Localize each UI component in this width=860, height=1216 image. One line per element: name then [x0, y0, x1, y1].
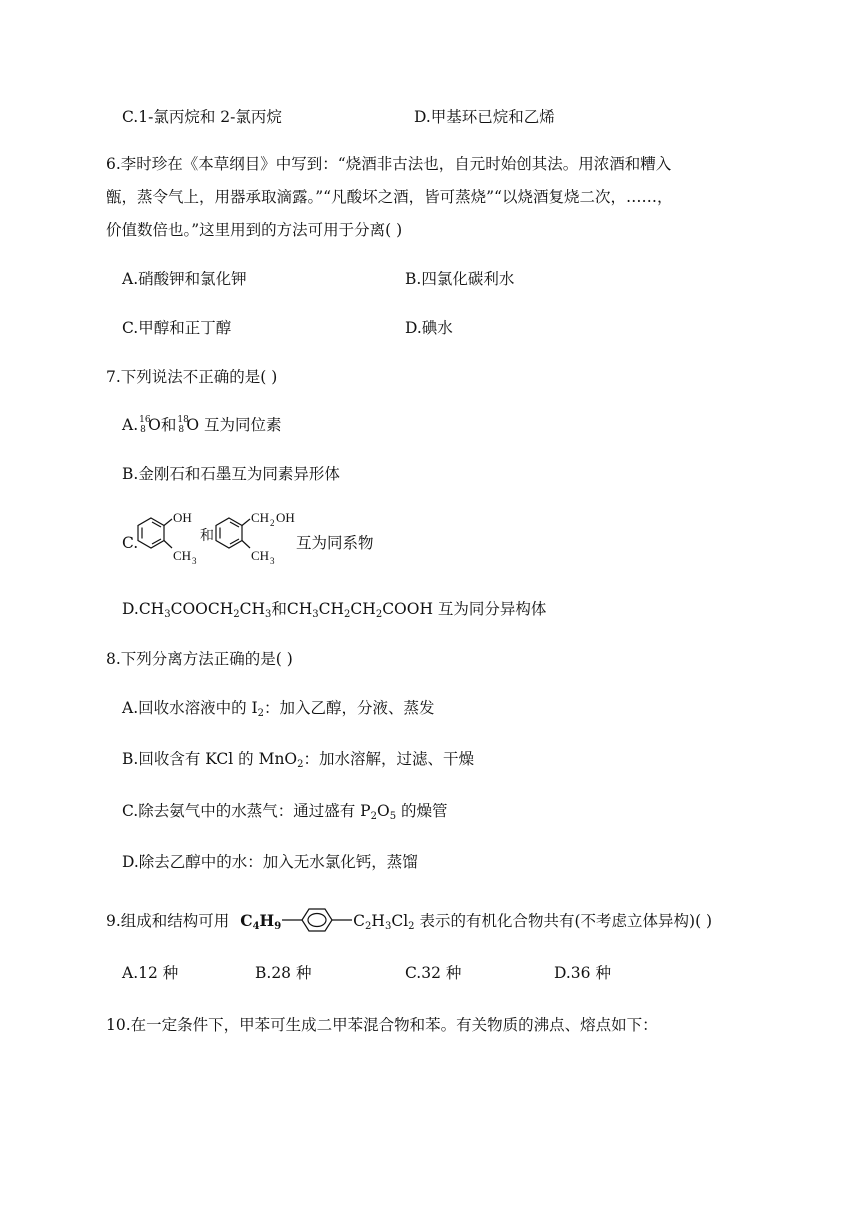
subscript: 9	[274, 921, 282, 932]
q9-option-a: A.12 种	[122, 964, 179, 982]
subscript: 4	[252, 921, 260, 932]
subscript: 2	[370, 811, 377, 822]
q6-option-c: C.甲醇和正丁醇	[122, 319, 232, 337]
atom: Cl	[391, 912, 409, 930]
subscript: 3	[312, 609, 319, 620]
left-substituent	[240, 911, 281, 930]
atomic-number: 8	[178, 425, 185, 435]
option-text: ：加水溶解，过滤、干燥	[303, 750, 475, 768]
formula-group: CH	[286, 600, 313, 618]
option-text: B.回收含有 KCl 的 MnO	[122, 750, 298, 768]
conjunction: 和	[160, 416, 177, 434]
q6-stem-line-1: 6.李时珍在《本草纲目》中写到：“烧酒非古法也，自元时始创其法。用浓酒和糟入	[106, 155, 672, 173]
formula-acid	[287, 600, 433, 618]
formula-group: COOCH	[170, 600, 234, 618]
q6-stem-line-2: 甑，蒸令气上，用器承取滴露。”“凡酸坏之酒，皆可蒸烧”“以烧酒复烧二次，……，	[106, 188, 673, 206]
stem-text: 9.组成和结构可用	[106, 912, 230, 930]
option-text: ：加入乙醇，分液、蒸发	[264, 699, 435, 717]
q10-stem: 10.在一定条件下，甲苯可生成二甲苯混合物和苯。有关物质的沸点、熔点如下：	[106, 1016, 658, 1034]
q7-option-c-text: 互为同系物	[296, 534, 374, 552]
formula-group: COOH	[382, 600, 433, 618]
atom: H	[371, 912, 385, 930]
methyl-label: CH	[173, 548, 192, 563]
subscript: 3	[164, 609, 171, 620]
subscript: 3	[384, 921, 392, 932]
q8-option-c	[122, 800, 448, 822]
atom: C	[240, 911, 253, 930]
hydroxymethyl-label: CH	[251, 510, 270, 525]
hydroxyl-label: OH	[173, 510, 192, 525]
conjunction: 和	[200, 529, 214, 544]
hydroxymethyl-subscript: 2	[270, 518, 275, 528]
q7-option-a	[122, 414, 282, 436]
option-prefix: A.	[122, 416, 139, 434]
option-text: C.除去氨气中的水蒸气：通过盛有 P	[122, 802, 371, 820]
option-text: 的燥管	[396, 802, 448, 820]
option-text: A.回收水溶液中的 I	[122, 699, 258, 717]
conjunction: 和	[271, 600, 287, 618]
element-symbol: O	[148, 416, 161, 434]
atom: H	[259, 911, 275, 930]
q7-option-c-structures	[134, 506, 314, 570]
methyl-label: CH	[251, 548, 270, 563]
subscript: 2	[375, 609, 383, 620]
cresol-structure	[138, 518, 172, 548]
q8-option-a	[122, 697, 435, 719]
q8-stem: 8.下列分离方法正确的是( )	[106, 650, 293, 668]
q9-option-b: B.28 种	[255, 964, 312, 982]
isotope-notation	[138, 415, 151, 435]
mass-number: 18	[177, 415, 189, 425]
atomic-number: 8	[140, 425, 146, 435]
q8-option-d: D.除去乙醇中的水：加入无水氯化钙，蒸馏	[122, 853, 418, 871]
subscript: 2	[257, 708, 265, 719]
formula-group: CH	[138, 600, 165, 618]
q7-option-c-prefix: C.	[122, 534, 139, 552]
q6-option-a: A.硝酸钾和氯化钾	[122, 270, 247, 288]
q7-option-d	[122, 598, 546, 620]
option-text: O	[376, 802, 390, 820]
methylbenzyl-alcohol-structure	[216, 518, 250, 548]
subscript: 2	[233, 609, 240, 620]
subscript: 3	[265, 609, 272, 620]
option-text: 互为同位素	[199, 416, 282, 434]
formula-group: CH	[239, 600, 265, 618]
q9-option-d: D.36 种	[554, 964, 611, 982]
q8-option-b	[122, 748, 474, 770]
element-symbol: O	[186, 416, 200, 434]
hydroxymethyl-oh: OH	[276, 510, 295, 525]
formula-group: CH	[350, 600, 376, 618]
right-substituent	[353, 912, 414, 930]
q5-option-c: C.1-氯丙烷和 2-氯丙烷	[122, 108, 282, 126]
benzene-ring-icon	[282, 906, 352, 934]
isotope-notation	[176, 415, 189, 435]
formula-ester	[139, 600, 272, 618]
q9-option-c: C.32 种	[405, 964, 462, 982]
q5-option-d: D.甲基环已烷和乙烯	[414, 108, 555, 126]
q9-stem	[106, 906, 712, 934]
stem-text: 表示的有机化合物共有(不考虑立体异构)( )	[419, 912, 713, 930]
q6-option-b: B.四氯化碳利水	[405, 270, 515, 288]
q7-option-b: B.金刚石和石墨互为同素异形体	[122, 465, 340, 483]
q7-stem: 7.下列说法不正确的是( )	[106, 368, 278, 386]
subscript: 2	[365, 921, 372, 932]
methyl-subscript: 3	[270, 556, 275, 566]
mass-number: 16	[139, 415, 151, 425]
option-text: 互为同分异构体	[432, 600, 547, 618]
q6-option-d: D.碘水	[405, 319, 453, 337]
methyl-subscript: 3	[192, 556, 197, 566]
formula-group: CH	[318, 600, 345, 618]
subscript: 2	[408, 921, 415, 932]
option-prefix: D.	[122, 600, 139, 618]
subscript: 2	[344, 609, 351, 620]
atom: C	[353, 912, 366, 930]
subscript: 2	[297, 759, 304, 770]
q6-stem-line-3: 价值数倍也。”这里用到的方法可用于分离( )	[106, 221, 403, 239]
subscript: 5	[389, 811, 397, 822]
